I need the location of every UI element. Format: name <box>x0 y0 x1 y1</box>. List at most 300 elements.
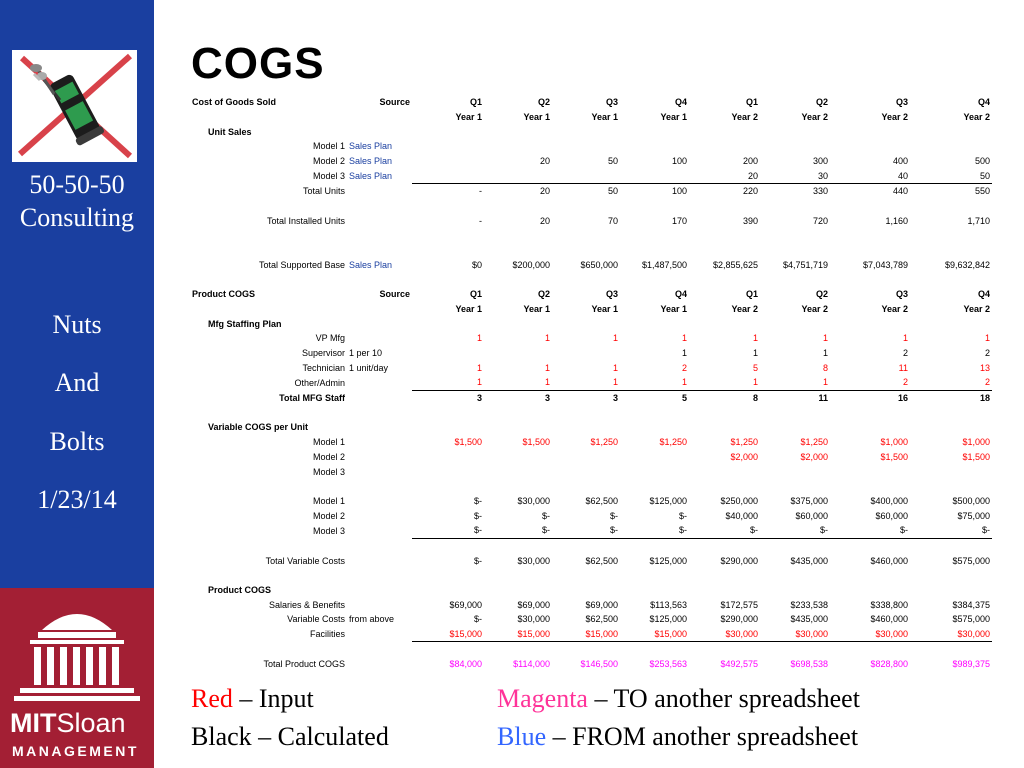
row-source <box>347 494 412 509</box>
value-cell: 1 <box>620 375 689 390</box>
value-cell: 5 <box>681 393 687 404</box>
quarter-header: Q2 <box>815 289 828 300</box>
indent-cell <box>190 184 250 199</box>
legend-magenta <box>497 684 860 714</box>
table-row <box>190 597 992 612</box>
quarter-header: Q3 <box>605 289 618 300</box>
value-cell: $- <box>412 523 484 538</box>
mit-sloan-wordmark <box>10 708 150 738</box>
row-label: Total Installed Units <box>266 215 345 226</box>
value-cell: 720 <box>812 215 828 226</box>
table-row <box>190 302 992 317</box>
value-cell: 1 <box>476 333 482 344</box>
year-header: Year 1 <box>591 112 618 123</box>
value-cell: 16 <box>897 393 908 404</box>
table-row <box>190 450 992 465</box>
indent-cell <box>190 168 250 183</box>
value-cell: 300 <box>812 156 828 167</box>
year-header: Year 2 <box>963 112 990 123</box>
year-header: Year 2 <box>801 112 828 123</box>
value-cell: 3 <box>544 393 550 404</box>
value-cell: 2 <box>910 375 992 390</box>
value-cell: 1 <box>681 333 687 344</box>
value-cell <box>484 450 552 465</box>
value-cell: $1,487,500 <box>641 259 687 270</box>
year-header: Year 2 <box>881 303 908 314</box>
indent-cell <box>190 523 250 538</box>
value-cell: $15,000 <box>620 627 689 642</box>
row-label: Model 3 <box>312 171 345 182</box>
row-label: Model 2 <box>312 156 345 167</box>
value-cell: 1,160 <box>885 215 908 226</box>
value-cell: 1 <box>412 375 484 390</box>
row-source <box>347 375 412 390</box>
value-cell <box>552 139 620 154</box>
indent-cell <box>190 435 250 450</box>
row-source <box>347 627 412 642</box>
legend-magenta-word: Magenta <box>497 684 588 713</box>
value-cell <box>552 346 620 361</box>
indent-cell <box>190 375 250 390</box>
quarter-header: Q4 <box>977 289 990 300</box>
value-cell: $400,000 <box>870 495 908 506</box>
value-cell: 2 <box>984 348 990 359</box>
value-cell: $575,000 <box>952 555 990 566</box>
table-row <box>190 583 992 598</box>
row-label: Technician <box>302 362 345 373</box>
value-cell: $1,000 <box>962 437 990 448</box>
spacer-cell <box>190 110 412 125</box>
value-cell: $650,000 <box>580 259 618 270</box>
value-cell: 1 <box>760 375 830 390</box>
row-source: from above <box>349 614 395 625</box>
value-cell: 1 <box>612 362 618 373</box>
value-cell: $- <box>473 510 482 521</box>
indent-cell <box>190 597 250 612</box>
value-cell: $30,000 <box>517 555 550 566</box>
value-cell: $69,000 <box>517 599 550 610</box>
table-row <box>190 375 992 390</box>
table-row <box>190 508 992 523</box>
quarter-header: Q4 <box>674 97 687 108</box>
sidebar-date: 1/23/14 <box>37 485 117 514</box>
row-source <box>347 214 412 229</box>
blank-cell <box>190 243 992 258</box>
value-cell: $435,000 <box>790 555 828 566</box>
row-label: Facilities <box>309 629 345 640</box>
value-cell <box>552 464 620 479</box>
blank-cell <box>190 642 992 657</box>
value-cell: $435,000 <box>790 614 828 625</box>
indent-cell <box>190 657 250 672</box>
value-cell: $384,375 <box>952 599 990 610</box>
source-header: Source <box>379 289 410 300</box>
row-source <box>347 184 412 199</box>
value-cell: $- <box>910 523 992 538</box>
value-cell: 1 <box>552 375 620 390</box>
subsection-label: Mfg Staffing Plan <box>208 318 282 329</box>
sidebar-word-nuts: Nuts <box>52 310 102 339</box>
value-cell: 1 <box>612 333 618 344</box>
year-header: Year 1 <box>660 303 687 314</box>
row-label: Total MFG Staff <box>279 392 345 403</box>
quarter-header: Q1 <box>469 289 482 300</box>
table-row <box>190 420 992 435</box>
value-cell <box>760 139 830 154</box>
value-cell <box>830 464 910 479</box>
indent-cell <box>190 627 250 642</box>
row-source: Sales Plan <box>349 141 393 152</box>
value-cell: $- <box>830 523 910 538</box>
table-row <box>190 435 992 450</box>
value-cell: $125,000 <box>649 614 687 625</box>
indent-cell <box>190 464 250 479</box>
row-source <box>347 450 412 465</box>
value-cell: $114,000 <box>513 659 550 670</box>
value-cell: 8 <box>822 362 828 373</box>
year-header: Year 1 <box>523 303 550 314</box>
indent-cell <box>190 258 250 273</box>
value-cell: $2,000 <box>730 451 758 462</box>
table-row <box>190 612 992 627</box>
value-cell: $30,000 <box>517 614 550 625</box>
value-cell: 330 <box>812 186 828 197</box>
value-cell: $62,500 <box>585 495 618 506</box>
value-cell: - <box>479 215 482 226</box>
value-cell <box>412 346 484 361</box>
indent-cell <box>190 331 250 346</box>
table-row <box>190 272 992 287</box>
value-cell: $698,538 <box>790 659 828 670</box>
section-header-label: Product COGS <box>192 289 256 300</box>
value-cell: 1 <box>476 362 482 373</box>
value-cell: $250,000 <box>720 495 758 506</box>
table-row <box>190 316 992 331</box>
indent-cell <box>190 553 250 568</box>
row-source <box>347 657 412 672</box>
value-cell <box>412 139 484 154</box>
value-cell: 11 <box>898 362 908 373</box>
blank-cell <box>190 568 992 583</box>
value-cell: 1 <box>752 348 758 359</box>
subsection-label: Product COGS <box>208 585 272 596</box>
row-source <box>347 508 412 523</box>
value-cell: 20 <box>689 168 760 183</box>
quarter-header: Q2 <box>815 97 828 108</box>
year-header: Year 1 <box>455 303 482 314</box>
value-cell: 1 <box>752 333 758 344</box>
cogs-table <box>190 95 992 672</box>
value-cell: $460,000 <box>870 614 908 625</box>
sidebar-word-bolts: Bolts <box>49 427 105 456</box>
table-row <box>190 154 992 169</box>
indent-cell <box>190 390 250 405</box>
source-header: Source <box>379 97 410 108</box>
value-cell: $30,000 <box>517 495 550 506</box>
value-cell: 50 <box>607 156 618 167</box>
value-cell: $1,500 <box>522 437 550 448</box>
golf-bag-logo <box>12 50 137 162</box>
value-cell <box>412 168 484 183</box>
value-cell: 18 <box>979 393 990 404</box>
table-row <box>190 331 992 346</box>
value-cell <box>620 450 689 465</box>
value-cell: $1,250 <box>730 437 758 448</box>
value-cell: 1 <box>681 348 687 359</box>
value-cell: $- <box>541 510 550 521</box>
value-cell: 200 <box>742 156 758 167</box>
value-cell: $75,000 <box>957 510 990 521</box>
row-source <box>347 390 412 405</box>
golf-bag-icon <box>12 50 137 162</box>
table-row <box>190 568 992 583</box>
quarter-header: Q3 <box>605 97 618 108</box>
value-cell: $1,250 <box>659 437 687 448</box>
indent-cell <box>190 214 250 229</box>
value-cell: $290,000 <box>720 614 758 625</box>
value-cell: $338,800 <box>870 599 908 610</box>
row-label: Total Units <box>302 186 345 197</box>
value-cell: $- <box>760 523 830 538</box>
row-label: Model 2 <box>312 510 345 521</box>
value-cell: $40,000 <box>725 510 758 521</box>
value-cell: 20 <box>539 156 550 167</box>
row-label: Supervisor <box>301 348 345 359</box>
value-cell: $60,000 <box>875 510 908 521</box>
value-cell: $172,575 <box>720 599 758 610</box>
row-source: Sales Plan <box>349 259 393 270</box>
value-cell: 11 <box>818 393 828 404</box>
quarter-header: Q4 <box>977 97 990 108</box>
value-cell: 2 <box>681 362 687 373</box>
value-cell <box>412 464 484 479</box>
value-cell: $2,000 <box>800 451 828 462</box>
quarter-header: Q1 <box>745 97 758 108</box>
blank-cell <box>190 479 992 494</box>
value-cell: 2 <box>830 375 910 390</box>
table-row <box>190 124 992 139</box>
brand-mit: MIT <box>10 708 57 738</box>
value-cell: $1,250 <box>800 437 828 448</box>
table-row <box>190 199 992 214</box>
year-header: Year 1 <box>591 303 618 314</box>
quarter-header: Q2 <box>537 289 550 300</box>
row-label: Variable Costs <box>287 614 345 625</box>
value-cell: $989,375 <box>952 659 990 670</box>
table-row <box>190 184 992 199</box>
value-cell <box>910 464 992 479</box>
company-name-line1: 50-50-50 <box>29 170 125 199</box>
table-row <box>190 95 992 110</box>
legend-magenta-text: – TO another spreadsheet <box>587 684 860 713</box>
value-cell: $30,000 <box>689 627 760 642</box>
value-cell: $62,500 <box>585 614 618 625</box>
value-cell: 13 <box>979 362 990 373</box>
value-cell: 500 <box>974 156 990 167</box>
value-cell: $375,000 <box>790 495 828 506</box>
value-cell <box>910 139 992 154</box>
value-cell: 1,710 <box>967 215 990 226</box>
row-source <box>347 553 412 568</box>
value-cell: $15,000 <box>412 627 484 642</box>
value-cell: $1,250 <box>590 437 618 448</box>
value-cell: $1,500 <box>962 451 990 462</box>
value-cell: 50 <box>607 186 618 197</box>
table-row <box>190 168 992 183</box>
year-header: Year 2 <box>881 112 908 123</box>
value-cell: $7,043,789 <box>862 259 908 270</box>
value-cell: $1,500 <box>880 451 908 462</box>
value-cell: $4,751,719 <box>782 259 828 270</box>
quarter-header: Q4 <box>674 289 687 300</box>
value-cell: 20 <box>539 186 550 197</box>
value-cell: 1 <box>822 333 828 344</box>
value-cell <box>484 139 552 154</box>
legend-red <box>191 684 314 714</box>
value-cell <box>552 450 620 465</box>
year-header: Year 2 <box>731 303 758 314</box>
table-row <box>190 346 992 361</box>
subsection-label: Unit Sales <box>208 126 252 137</box>
quarter-header: Q1 <box>745 289 758 300</box>
row-label: Model 1 <box>312 495 345 506</box>
value-cell: $- <box>473 614 482 625</box>
row-label: Total Supported Base <box>258 259 345 270</box>
table-row <box>190 110 992 125</box>
value-cell: $253,563 <box>649 659 687 670</box>
value-cell: 40 <box>830 168 910 183</box>
year-header: Year 1 <box>523 112 550 123</box>
value-cell: $113,563 <box>650 599 687 610</box>
value-cell: $9,632,842 <box>944 259 990 270</box>
legend-blue-word: Blue <box>497 722 547 751</box>
table-row <box>190 553 992 568</box>
value-cell: 440 <box>892 186 908 197</box>
year-header: Year 1 <box>660 112 687 123</box>
indent-cell <box>190 612 250 627</box>
value-cell <box>620 464 689 479</box>
row-source <box>347 331 412 346</box>
value-cell <box>620 168 689 183</box>
section-header-label: Cost of Goods Sold <box>192 97 276 108</box>
blank-cell <box>190 272 992 287</box>
row-source: 1 unit/day <box>349 362 389 373</box>
value-cell: $460,000 <box>870 555 908 566</box>
year-header: Year 2 <box>731 112 758 123</box>
value-cell: 1 <box>544 362 550 373</box>
quarter-header: Q3 <box>895 289 908 300</box>
value-cell: 20 <box>539 215 550 226</box>
row-label: Other/Admin <box>294 377 345 388</box>
row-label: Model 3 <box>312 525 345 536</box>
value-cell: 30 <box>760 168 830 183</box>
table-row <box>190 228 992 243</box>
value-cell: 100 <box>671 156 687 167</box>
table-row <box>190 538 992 553</box>
blank-cell <box>190 228 992 243</box>
value-cell <box>412 154 484 169</box>
value-cell <box>484 346 552 361</box>
row-source: 1 per 10 <box>349 348 383 359</box>
table-row <box>190 360 992 375</box>
value-cell: 170 <box>671 215 687 226</box>
value-cell: 1 <box>689 375 760 390</box>
dome-icon <box>0 600 154 705</box>
table-row <box>190 405 992 420</box>
blank-cell <box>190 538 992 553</box>
value-cell: $- <box>473 555 482 566</box>
row-source <box>347 597 412 612</box>
legend-blue-text: – FROM another spreadsheet <box>546 722 859 751</box>
row-source: Sales Plan <box>349 171 393 182</box>
value-cell <box>760 464 830 479</box>
value-cell: $146,500 <box>580 659 618 670</box>
table-row <box>190 214 992 229</box>
spacer-cell <box>190 302 412 317</box>
row-source <box>347 435 412 450</box>
value-cell <box>412 450 484 465</box>
table-row <box>190 494 992 509</box>
value-cell: $30,000 <box>910 627 992 642</box>
value-cell: $- <box>620 523 689 538</box>
legend-red-text: – Input <box>232 684 314 713</box>
value-cell: $- <box>473 495 482 506</box>
value-cell: $- <box>689 523 760 538</box>
table-row <box>190 287 992 302</box>
table-row <box>190 464 992 479</box>
row-label: Total Variable Costs <box>265 555 345 566</box>
legend-blue <box>497 722 858 752</box>
value-cell <box>552 168 620 183</box>
value-cell: 1 <box>484 375 552 390</box>
year-header: Year 1 <box>455 112 482 123</box>
table-row <box>190 258 992 273</box>
value-cell: 2 <box>902 348 908 359</box>
value-cell: $- <box>552 523 620 538</box>
indent-cell <box>190 139 250 154</box>
value-cell: - <box>479 186 482 197</box>
table-row <box>190 139 992 154</box>
table-row <box>190 523 992 538</box>
value-cell: 70 <box>607 215 618 226</box>
value-cell: $15,000 <box>552 627 620 642</box>
mit-dome-icon <box>0 600 154 705</box>
value-cell: $30,000 <box>760 627 830 642</box>
indent-cell <box>190 494 250 509</box>
quarter-header: Q2 <box>537 97 550 108</box>
value-cell: $1,500 <box>454 437 482 448</box>
value-cell: $0 <box>471 259 482 270</box>
row-label: Salaries & Benefits <box>268 599 345 610</box>
value-cell: $125,000 <box>649 555 687 566</box>
value-cell: $30,000 <box>830 627 910 642</box>
row-label: Model 1 <box>312 437 345 448</box>
value-cell: 1 <box>544 333 550 344</box>
value-cell: 8 <box>752 393 758 404</box>
value-cell: $575,000 <box>952 614 990 625</box>
management-label: MANAGEMENT <box>12 743 139 759</box>
company-name-line2: Consulting <box>19 203 135 232</box>
value-cell: $- <box>484 523 552 538</box>
value-cell: 390 <box>742 215 758 226</box>
value-cell: 1 <box>984 333 990 344</box>
table-row <box>190 243 992 258</box>
value-cell: $69,000 <box>585 599 618 610</box>
value-cell <box>620 139 689 154</box>
legend-black: Black – Calculated <box>191 722 389 751</box>
value-cell: 5 <box>752 362 758 373</box>
year-header: Year 2 <box>801 303 828 314</box>
